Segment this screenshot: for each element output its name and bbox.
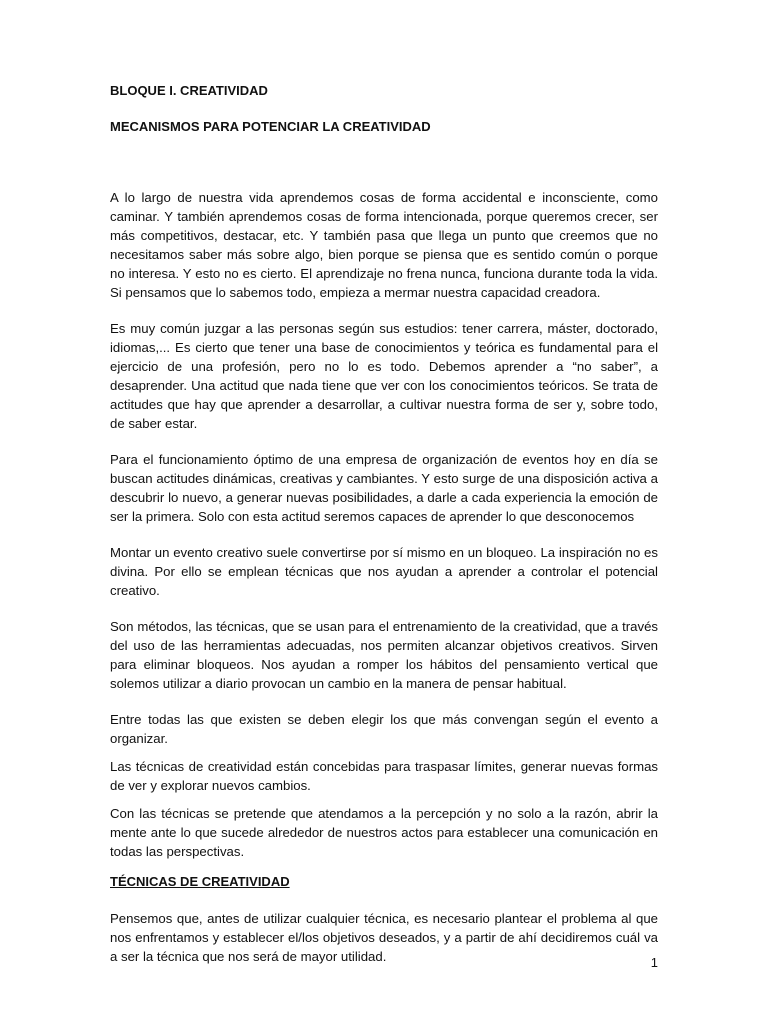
paragraph: Son métodos, las técnicas, que se usan para el entrenamiento de la creatividad, que a través del uso de las herramientas adecuadas, nos permiten alcanzar objetivos creativos. Sirven para eliminar bloqueos. Nos ayudan a romper los hábitos del pensamiento vertical que solemos utilizar a diario provocan un cambio en la manera de pensar habitual. [110,619,658,691]
paragraph: Entre todas las que existen se deben elegir los que más convengan según el evento a organizar. [110,712,658,746]
document-subtitle: MECANISMOS PARA POTENCIAR LA CREATIVIDAD [110,119,431,134]
document-body [110,82,658,983]
block-title: BLOQUE I. CREATIVIDAD [110,83,268,98]
paragraph: Montar un evento creativo suele convertirse por sí mismo en un bloqueo. La inspiración no es divina. Por ello se emplean técnicas que nos ayudan a aprender a controlar el potencial creativo. [110,545,658,598]
paragraph: Las técnicas de creatividad están concebidas para traspasar límites, generar nuevas formas de ver y explorar nuevos cambios. [110,759,658,793]
paragraph: A lo largo de nuestra vida aprendemos cosas de forma accidental e inconsciente, como caminar. Y también aprendemos cosas de forma intencionada, porque queremos crecer, ser más competitivos, destacar, etc. Y también pasa que llega un punto que creemos que no necesitamos saber más sobre algo, bien porque se piensa que es sentido común o porque no interesa. Y esto no es cierto. El aprendizaje no frena nunca, funciona durante toda la vida. Si pensamos que lo sabemos todo, empieza a mermar nuestra capacidad creadora. [110,190,658,300]
paragraph: Es muy común juzgar a las personas según sus estudios: tener carrera, máster, doctorado, idiomas,... Es cierto que tener una base de conocimientos y teórica es fundamental para el ejercicio de una profesión, pero no lo es todo. Debemos aprender a “no saber”, a desaprender. Una actitud que nada tiene que ver con los conocimientos teóricos. Se trata de actitudes que hay que aprender a desarrollar, a cultivar nuestra forma de ser y, sobre todo, de saber estar. [110,321,658,431]
page-number: 1 [650,955,658,970]
paragraph: Para el funcionamiento óptimo de una empresa de organización de eventos hoy en día se buscan actitudes dinámicas, creativas y cambiantes. Y esto surge de una disposición activa a descubrir lo nuevo, a generar nuevas posibilidades, a darle a cada experiencia la emoción de ser la primera. Solo con esta actitud seremos capaces de aprender lo que desconocemos [110,452,658,524]
paragraph: Pensemos que, antes de utilizar cualquier técnica, es necesario plantear el problema al que nos enfrentamos y establecer el/los objetivos deseados, y a partir de ahí decidiremos cuál va a ser la técnica que nos será de mayor utilidad. [110,911,658,964]
paragraph: Con las técnicas se pretende que atendamos a la percepción y no solo a la razón, abrir la mente ante lo que sucede alrededor de nuestros actos para establecer una comunicación en todas las perspectivas. [110,806,658,859]
section-title: TÉCNICAS DE CREATIVIDAD [110,874,290,889]
